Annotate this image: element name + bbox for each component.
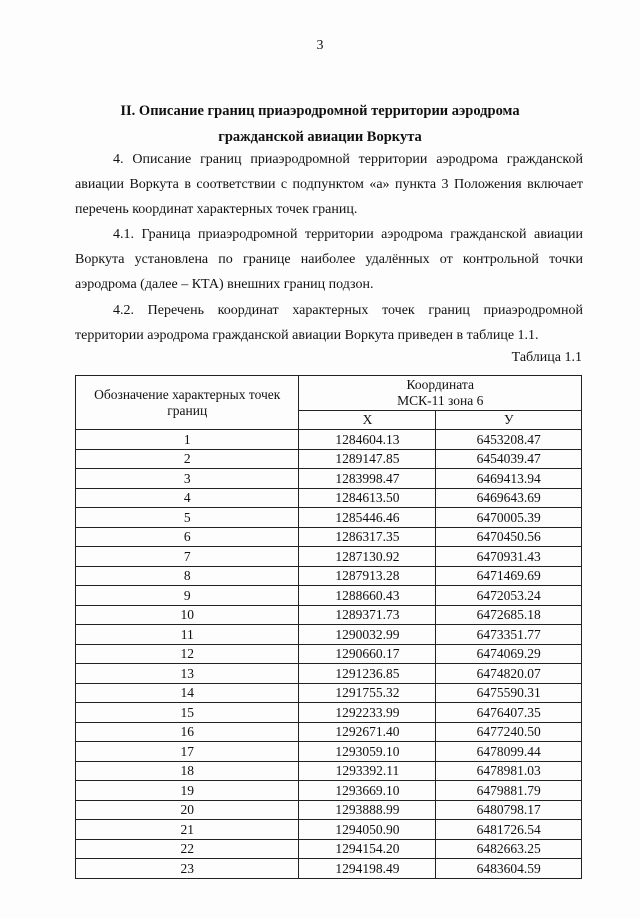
table-row xyxy=(76,722,582,742)
coord-x: 1292233.99 xyxy=(299,703,436,723)
coordinates-table xyxy=(75,375,582,879)
coord-y: 6474069.29 xyxy=(436,644,582,664)
table-body xyxy=(76,430,582,879)
table-row xyxy=(76,683,582,703)
coord-x: 1294050.90 xyxy=(299,820,436,840)
coord-x: 1291755.32 xyxy=(299,683,436,703)
point-number: 9 xyxy=(76,586,299,606)
point-number: 23 xyxy=(76,859,299,879)
coord-x: 1293888.99 xyxy=(299,800,436,820)
coord-y: 6474820.07 xyxy=(436,664,582,684)
coord-y: 6470931.43 xyxy=(436,547,582,567)
section-heading xyxy=(60,98,580,150)
point-number: 15 xyxy=(76,703,299,723)
heading-line-1: II. Описание границ приаэродромной территории аэродрома xyxy=(120,103,520,119)
coord-y: 6481726.54 xyxy=(436,820,582,840)
coord-y: 6478981.03 xyxy=(436,761,582,781)
coord-x: 1294198.49 xyxy=(299,859,436,879)
table-row xyxy=(76,488,582,508)
coord-x: 1284604.13 xyxy=(299,430,436,450)
table-row xyxy=(76,586,582,606)
coord-y: 6472685.18 xyxy=(436,605,582,625)
point-number: 10 xyxy=(76,605,299,625)
heading-line-2: гражданской авиации Воркута xyxy=(218,129,422,145)
header-coordinates-line-1: Координата xyxy=(406,377,474,392)
point-number: 13 xyxy=(76,664,299,684)
coord-y: 6478099.44 xyxy=(436,742,582,762)
table-row xyxy=(76,508,582,528)
header-coordinates-line-2: МСК-11 зона 6 xyxy=(397,393,484,408)
point-number: 21 xyxy=(76,820,299,840)
paragraph-4: 4. Описание границ приаэродромной территории аэродрома гражданской авиации Воркута в соответствии с подпунктом «а» пункта 3 Положения включает перечень координат характерных точек границ. xyxy=(75,152,583,217)
coord-y: 6476407.35 xyxy=(436,703,582,723)
coord-y: 6477240.50 xyxy=(436,722,582,742)
paragraph-4-2: 4.2. Перечень координат характерных точек границ приаэродромной территории аэродрома гражданской авиации Воркута приведен в таблице 1.1. xyxy=(75,303,583,343)
header-points: Обозначение характерных точек границ xyxy=(76,376,299,430)
coord-x: 1292671.40 xyxy=(299,722,436,742)
point-number: 6 xyxy=(76,527,299,547)
coord-x: 1288660.43 xyxy=(299,586,436,606)
header-y: У xyxy=(436,411,582,430)
header-coordinates xyxy=(299,376,582,411)
coord-y: 6470450.56 xyxy=(436,527,582,547)
coord-y: 6469413.94 xyxy=(436,469,582,489)
coord-y: 6482663.25 xyxy=(436,839,582,859)
coord-y: 6453208.47 xyxy=(436,430,582,450)
coord-x: 1285446.46 xyxy=(299,508,436,528)
table-row xyxy=(76,781,582,801)
point-number: 11 xyxy=(76,625,299,645)
table-row xyxy=(76,703,582,723)
table-row xyxy=(76,761,582,781)
table-row xyxy=(76,664,582,684)
coord-x: 1294154.20 xyxy=(299,839,436,859)
coord-y: 6480798.17 xyxy=(436,800,582,820)
table-row xyxy=(76,566,582,586)
point-number: 14 xyxy=(76,683,299,703)
table-row xyxy=(76,800,582,820)
point-number: 17 xyxy=(76,742,299,762)
table-row xyxy=(76,859,582,879)
coord-x: 1293669.10 xyxy=(299,781,436,801)
coord-y: 6473351.77 xyxy=(436,625,582,645)
point-number: 7 xyxy=(76,547,299,567)
point-number: 19 xyxy=(76,781,299,801)
point-number: 4 xyxy=(76,488,299,508)
header-x: X xyxy=(299,411,436,430)
table-row xyxy=(76,430,582,450)
point-number: 16 xyxy=(76,722,299,742)
coord-x: 1287913.28 xyxy=(299,566,436,586)
point-number: 8 xyxy=(76,566,299,586)
coord-y: 6470005.39 xyxy=(436,508,582,528)
coord-y: 6475590.31 xyxy=(436,683,582,703)
paragraph-4-1: 4.1. Граница приаэродромной территории аэродрома гражданской авиации Воркута установлена по границе наиболее удалённых от контрольной точки аэродрома (далее – КТА) внешних границ подзон. xyxy=(75,227,583,292)
coord-x: 1290032.99 xyxy=(299,625,436,645)
point-number: 12 xyxy=(76,644,299,664)
table-row xyxy=(76,742,582,762)
coord-y: 6469643.69 xyxy=(436,488,582,508)
coord-x: 1284613.50 xyxy=(299,488,436,508)
table-row xyxy=(76,820,582,840)
table-row xyxy=(76,605,582,625)
page-number: 3 xyxy=(316,38,324,53)
point-number: 5 xyxy=(76,508,299,528)
table-row xyxy=(76,527,582,547)
coord-x: 1293392.11 xyxy=(299,761,436,781)
coord-x: 1289147.85 xyxy=(299,449,436,469)
table-row xyxy=(76,449,582,469)
table-row xyxy=(76,547,582,567)
coord-x: 1283998.47 xyxy=(299,469,436,489)
point-number: 2 xyxy=(76,449,299,469)
coord-x: 1287130.92 xyxy=(299,547,436,567)
point-number: 18 xyxy=(76,761,299,781)
point-number: 3 xyxy=(76,469,299,489)
point-number: 20 xyxy=(76,800,299,820)
table-row xyxy=(76,839,582,859)
coord-x: 1286317.35 xyxy=(299,527,436,547)
table-row xyxy=(76,469,582,489)
coord-x: 1291236.85 xyxy=(299,664,436,684)
table-caption: Таблица 1.1 xyxy=(511,350,582,365)
coord-y: 6479881.79 xyxy=(436,781,582,801)
coord-y: 6471469.69 xyxy=(436,566,582,586)
point-number: 22 xyxy=(76,839,299,859)
table-row xyxy=(76,625,582,645)
coord-y: 6472053.24 xyxy=(436,586,582,606)
table-row xyxy=(76,644,582,664)
coord-x: 1290660.17 xyxy=(299,644,436,664)
point-number: 1 xyxy=(76,430,299,450)
coord-x: 1293059.10 xyxy=(299,742,436,762)
coord-x: 1289371.73 xyxy=(299,605,436,625)
coord-y: 6454039.47 xyxy=(436,449,582,469)
coord-y: 6483604.59 xyxy=(436,859,582,879)
